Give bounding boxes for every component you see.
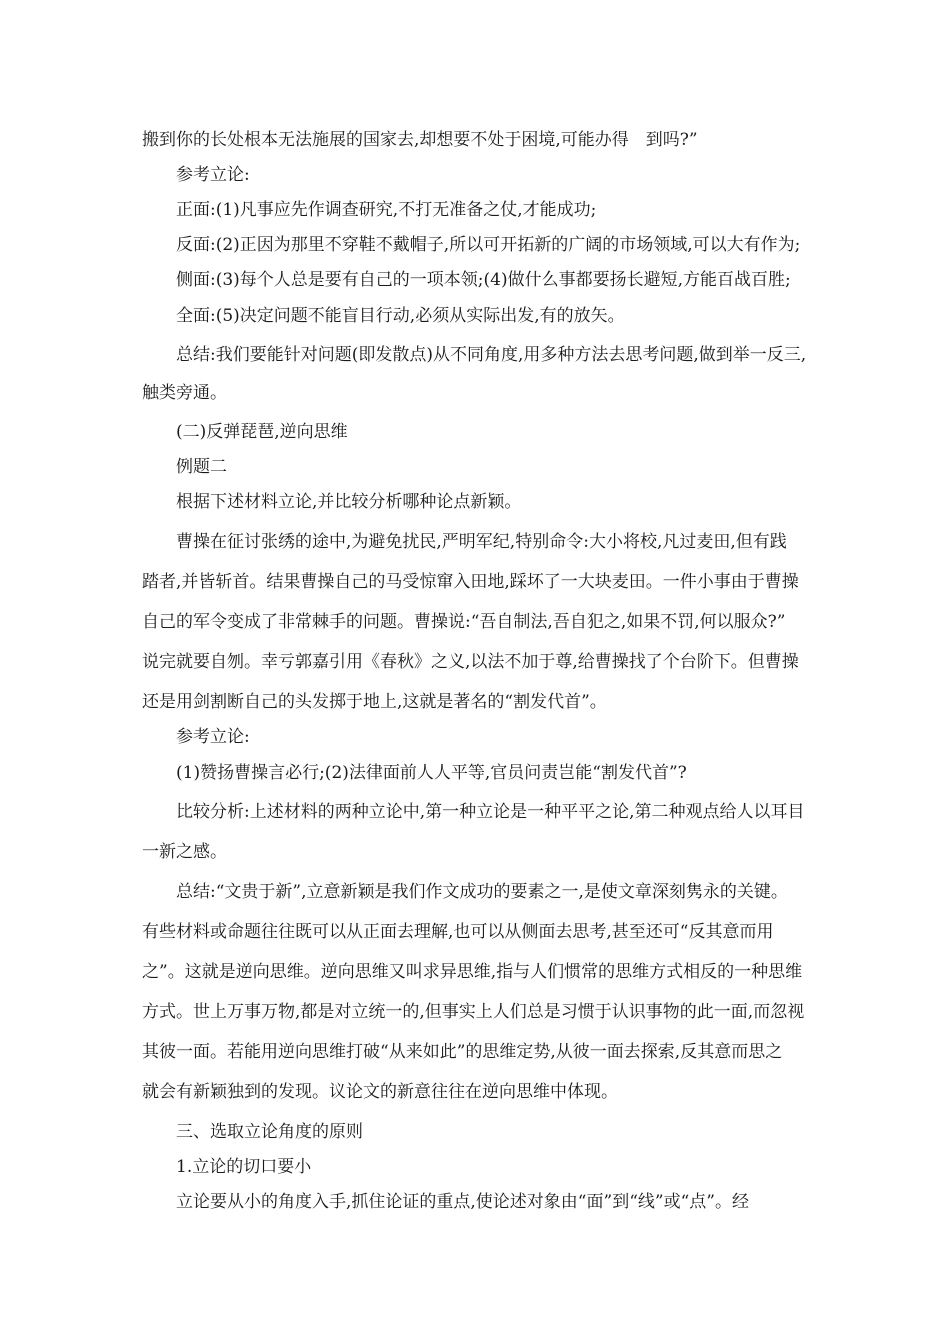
paragraph-line: 踏者,并皆斩首。结果曹操自己的马受惊窜入田地,踩坏了一大块麦田。一件小事由于曹操 — [142, 572, 799, 592]
paragraph-line: 就会有新颖独到的发现。议论文的新意往往在逆向思维中体现。 — [142, 1082, 618, 1102]
paragraph-line: 还是用剑割断自己的头发掷于地上,这就是著名的“割发代首”。 — [142, 692, 607, 712]
reference-heading: 参考立论: — [176, 727, 250, 747]
paragraph-line: 方式。世上万事万物,都是对立统一的,但事实上人们总是习惯于认识事物的此一面,而忽视 — [142, 1002, 805, 1022]
paragraph-line: 一新之感。 — [142, 842, 227, 862]
section-heading: (二)反弹琵琶,逆向思维 — [176, 422, 348, 442]
paragraph-line: 总结:我们要能针对问题(即发散点)从不同角度,用多种方法去思考问题,做到举一反三, — [176, 345, 807, 365]
reference-heading: 参考立论: — [176, 165, 250, 185]
paragraph-line: (1)赞扬曹操言必行;(2)法律面前人人平等,官员问责岂能“割发代首”? — [176, 763, 687, 783]
paragraph-line: 之”。这就是逆向思维。逆向思维又叫求异思维,指与人们惯常的思维方式相反的一种思维 — [142, 962, 803, 982]
paragraph-line: 比较分析:上述材料的两种立论中,第一种立论是一种平平之论,第二种观点给人以耳目 — [176, 802, 805, 822]
paragraph-line: 侧面:(3)每个人总是要有自己的一项本领;(4)做什么事都要扬长避短,方能百战百胜; — [176, 270, 791, 290]
section-heading: 三、选取立论角度的原则 — [176, 1122, 363, 1142]
paragraph-line: 根据下述材料立论,并比较分析哪种论点新颖。 — [176, 492, 522, 512]
paragraph-line: 立论要从小的角度入手,抓住论证的重点,使论述对象由“面”到“线”或“点”。经 — [176, 1192, 749, 1212]
paragraph-line: 说完就要自刎。幸亏郭嘉引用《春秋》之义,以法不加于尊,给曹操找了个台阶下。但曹操 — [142, 652, 799, 672]
paragraph-line: 搬到你的长处根本无法施展的国家去,却想要不处于困境,可能办得 到吗?” — [142, 130, 698, 150]
example-heading: 例题二 — [176, 457, 227, 477]
paragraph-line: 全面:(5)决定问题不能盲目行动,必须从实际出发,有的放矢。 — [176, 306, 625, 326]
paragraph-line: 正面:(1)凡事应先作调查研究,不打无准备之仗,才能成功; — [176, 200, 597, 220]
paragraph-line: 有些材料或命题往往既可以从正面去理解,也可以从侧面去思考,甚至还可“反其意而用 — [142, 922, 774, 942]
paragraph-line: 触类旁通。 — [142, 383, 227, 403]
paragraph-line: 自己的军令变成了非常棘手的问题。曹操说:“吾自制法,吾自犯之,如果不罚,何以服众?” — [142, 612, 786, 632]
paragraph-line: 反面:(2)正因为那里不穿鞋不戴帽子,所以可开拓新的广阔的市场领域,可以大有作为; — [176, 235, 801, 255]
paragraph-line: 其彼一面。若能用逆向思维打破“从来如此”的思维定势,从彼一面去探索,反其意而思之 — [142, 1042, 783, 1062]
paragraph-line: 曹操在征讨张绣的途中,为避免扰民,严明军纪,特别命令:大小将校,凡过麦田,但有践 — [176, 532, 787, 552]
paragraph-line: 总结:“文贵于新”,立意新颖是我们作文成功的要素之一,是使文章深刻隽永的关键。 — [176, 882, 788, 902]
subsection-heading: 1.立论的切口要小 — [176, 1157, 312, 1177]
